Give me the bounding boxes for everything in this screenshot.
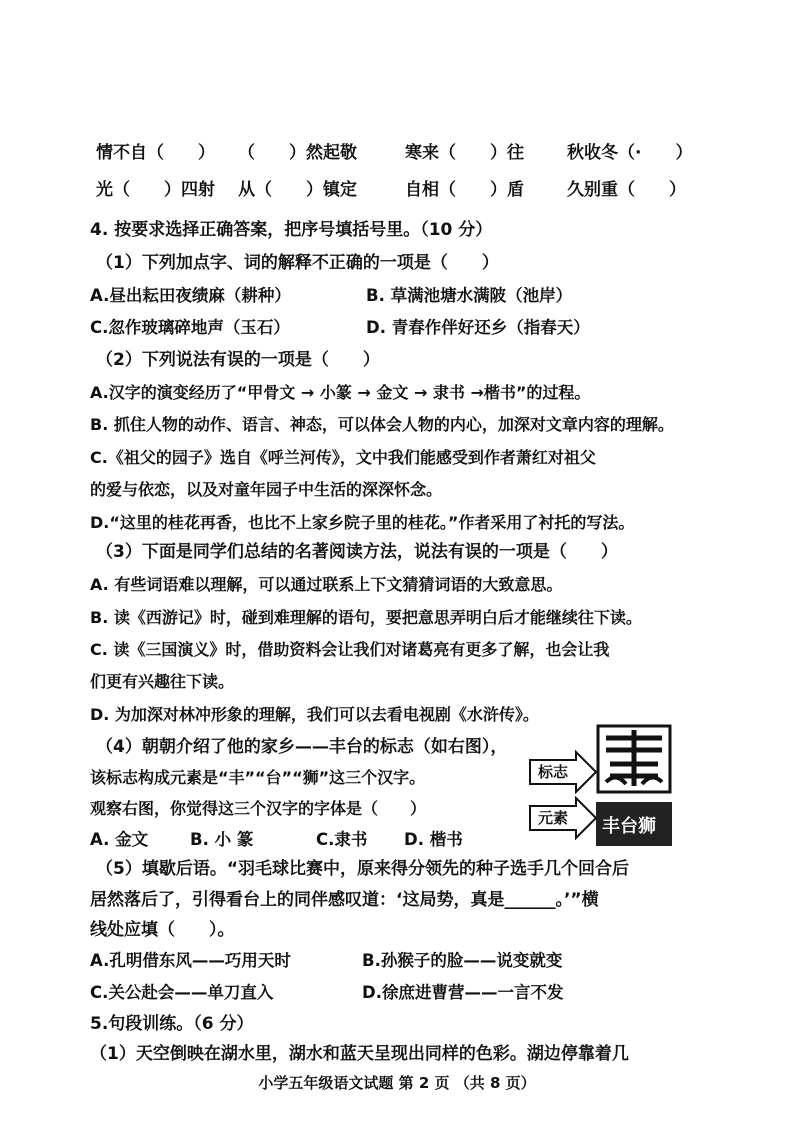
q5-1-text: （1）天空倒映在湖水里，湖水和蓝天呈现出同样的色彩。湖边停靠着几 [90,1044,629,1064]
q4-2-option-b: B. 抓住人物的动作、语言、神态，可以体会人物的内心，加深对文章内容的理解。 [90,415,674,434]
q4-2-stem: （2）下列说法有误的一项是（ ） [96,350,380,370]
q4-5-option-d: D.徐庶进曹营——一言不发 [362,983,564,1002]
q4-3-option-d: D. 为加深对林冲形象的理解，我们可以去看电视剧《水浒传》。 [90,705,539,724]
q4-3-stem: （3）下面是同学们总结的名著阅读方法，说法有误的一项是（ ） [96,542,618,562]
idiom-cell: （ ）然起敬 [238,143,357,163]
idiom-cell: 从（ ）镇定 [238,180,357,200]
q4-5-option-a: A.孔明借东风——巧用天时 [90,951,291,970]
q4-4-option-a: A. 金文 [90,830,149,849]
idiom-cell: 秋收冬（· ） [567,143,693,163]
q4-3-option-c-cont: 们更有兴趣往下读。 [90,672,235,691]
q4-2-option-c-cont: 的爱与依恋，以及对童年园子中生活的深深怀念。 [90,480,443,499]
q4-1-option-c: C.忽作玻璃碎地声（玉石） [90,318,290,337]
logo-arrow-label: 标志 [538,763,569,781]
idiom-cell: 光（ ）四射 [96,180,215,200]
q4-4-option-c: C.隶书 [316,830,368,849]
q4-3-option-b: B. 读《西游记》时，碰到难理解的语句，要把意思弄明白后才能继续往下读。 [90,608,642,627]
q4-5-option-b: B.孙猴子的脸——说变就变 [362,951,563,970]
q4-2-option-c: C.《祖父的园子》选自《呼兰河传》，文中我们能感受到作者萧红对祖父 [90,448,596,467]
q4-2-option-d: D.“这里的桂花再香，也比不上家乡院子里的桂花。”作者采用了衬托的写法。 [90,513,635,532]
q4-4-option-d: D. 楷书 [404,830,463,849]
fengtai-logo-image [596,724,672,850]
idiom-cell: 自相（ ）盾 [405,180,524,200]
q4-3-option-a: A. 有些词语难以理解，可以通过联系上下文猜猜词语的大致意思。 [90,575,563,594]
svg-text:丰台狮: 丰台狮 [602,816,656,837]
q4-5-line2: 居然落后了，引得看台上的同伴感叹道：‘这局势，真是______。’”横 [90,890,599,910]
page-footer: 小学五年级语文试题 第 2 页 （共 8 页） [258,1074,536,1092]
question-5-title: 5.句段训练。（6 分） [90,1014,254,1034]
q4-4-line2: 该标志构成元素是“丰”“台”“狮”这三个汉字。 [90,768,426,787]
question-4-title: 4. 按要求选择正确答案，把序号填括号里。（10 分） [90,220,493,240]
q4-5-option-c: C.关公赴会——单刀直入 [90,983,274,1002]
q4-1-option-a: A.昼出耘田夜绩麻（耕种） [90,286,291,305]
q4-2-option-a: A.汉字的演变经历了“甲骨文 → 小篆 → 金文 → 隶书 →楷书”的过程。 [90,383,591,402]
idiom-cell: 寒来（ ）往 [405,143,524,163]
q4-4-line3: 观察右图，你觉得这三个汉字的字体是（ ） [90,799,427,818]
q4-3-option-c: C. 读《三国演义》时，借助资料会让我们对诸葛亮有更多了解，也会让我 [90,640,610,659]
idiom-cell: 久别重（ ） [567,180,686,200]
q4-1-option-b: B. 草满池塘水满陂（池岸） [366,286,573,305]
idiom-cell: 情不自（ ） [96,143,215,163]
q4-1-stem: （1）下列加点字、词的解释不正确的一项是（ ） [96,253,499,273]
q4-4-line1: （4）朝朝介绍了他的家乡——丰台的标志（如右图）， [96,737,508,757]
q4-5-line3: 线处应填（ ）。 [90,920,235,940]
q4-1-option-d: D. 青春作伴好还乡（指春天） [366,318,590,337]
elements-arrow-label: 元素 [538,809,569,827]
q4-5-line1: （5）填歇后语。“羽毛球比赛中，原来得分领先的种子选手几个回合后 [96,859,630,879]
q4-4-option-b: B. 小 篆 [190,830,254,849]
